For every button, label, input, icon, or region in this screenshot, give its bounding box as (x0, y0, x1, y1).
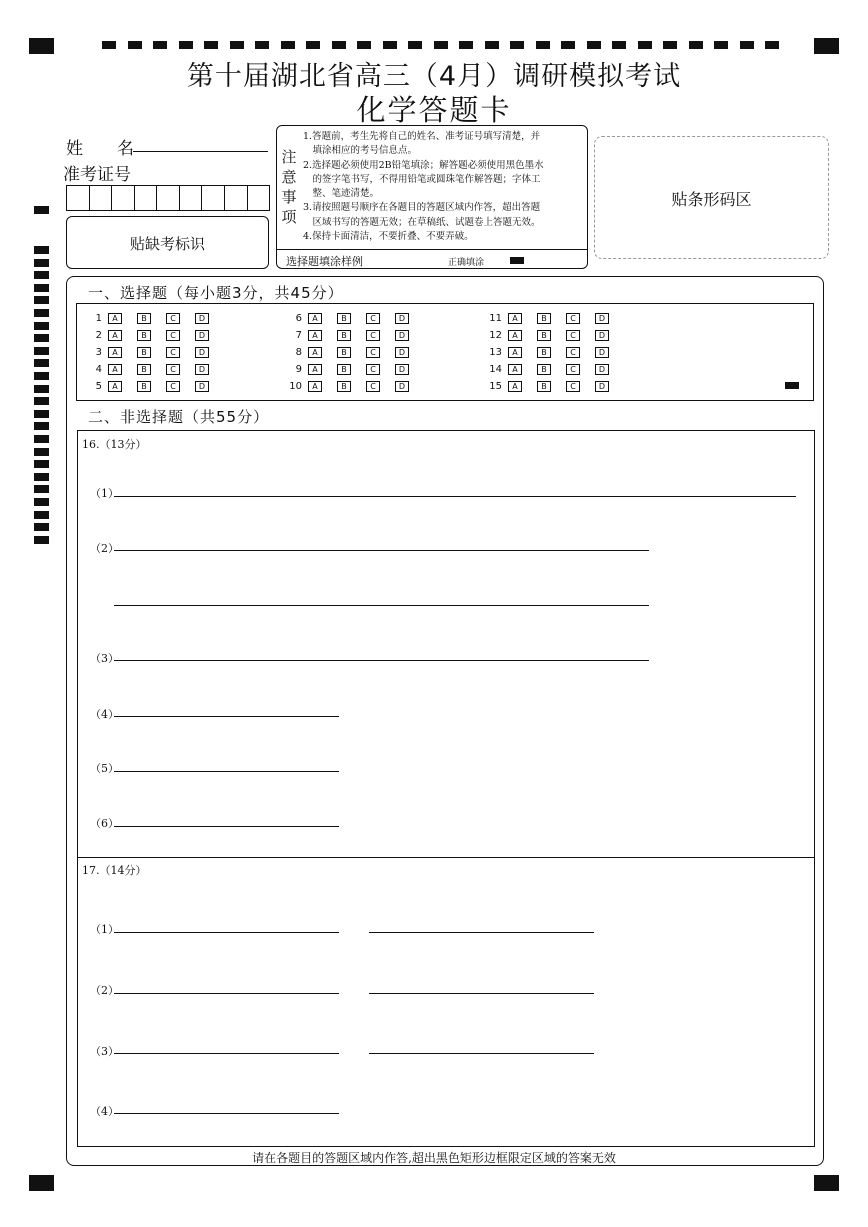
timing-mark (34, 422, 49, 430)
mc-option-d[interactable]: D (395, 330, 409, 341)
question-16-box (77, 430, 815, 858)
mc-option-c[interactable]: C (166, 313, 180, 324)
mc-question-number: 3 (95, 346, 102, 358)
mc-option-a[interactable]: A (508, 313, 522, 324)
q16-part-1-answer-line[interactable] (114, 496, 796, 497)
timing-mark (34, 347, 49, 355)
timing-mark (153, 41, 167, 49)
notice-title: 注意事项 (281, 148, 297, 226)
notice-line: 区域书写的答题无效；在草稿纸、试题卷上答题无效。 (303, 216, 541, 228)
mc-option-d[interactable]: D (195, 330, 209, 341)
mc-option-a[interactable]: A (108, 364, 122, 375)
question-17-label: 17.（14分） (82, 864, 147, 877)
mc-option-c[interactable]: C (366, 347, 380, 358)
mc-question-number: 15 (489, 380, 502, 392)
mc-option-d[interactable]: D (195, 313, 209, 324)
timing-mark (128, 41, 142, 49)
mc-option-d[interactable]: D (595, 347, 609, 358)
footer-note: 请在各题目的答题区域内作答,超出黑色矩形边框限定区域的答案无效 (252, 1151, 616, 1165)
timing-mark (34, 372, 49, 380)
mc-option-c[interactable]: C (566, 364, 580, 375)
mc-option-b[interactable]: B (337, 381, 351, 392)
mc-option-a[interactable]: A (308, 347, 322, 358)
question-17-box (77, 856, 815, 1147)
timing-mark (34, 523, 49, 531)
q17-part-4-label: （4） (90, 1105, 119, 1118)
exam-title: 第十届湖北省高三（4月）调研模拟考试 (186, 61, 682, 92)
timing-mark (34, 473, 49, 481)
q16-part-3-answer-line[interactable] (114, 660, 649, 661)
timing-mark (34, 206, 49, 214)
mc-option-b[interactable]: B (537, 330, 551, 341)
mc-option-b[interactable]: B (137, 347, 151, 358)
timing-mark (179, 41, 193, 49)
mc-option-d[interactable]: D (595, 364, 609, 375)
mc-question-row (82, 312, 224, 324)
q16-part-5-answer-line[interactable] (114, 771, 339, 772)
notice-divider (277, 249, 587, 250)
q16-part-5-label: （5） (90, 762, 119, 775)
exam-id-cell[interactable] (135, 186, 158, 210)
q16-part-2-answer-line[interactable] (114, 550, 649, 551)
mc-option-b[interactable]: B (337, 364, 351, 375)
mc-option-a[interactable]: A (108, 330, 122, 341)
timing-mark (34, 334, 49, 342)
mc-question-number: 5 (95, 380, 102, 392)
exam-id-cell[interactable] (202, 186, 225, 210)
mc-question-row (482, 312, 624, 324)
mc-option-a[interactable]: A (508, 381, 522, 392)
q17-part-1-answer-line[interactable] (114, 932, 339, 933)
q17-part-2-answer-line-2[interactable] (369, 993, 594, 994)
mc-question-row (82, 346, 224, 358)
notice-line: 整、笔迹清楚。 (303, 188, 380, 200)
exam-id-cell[interactable] (157, 186, 180, 210)
corner-marker-bottom-right (814, 1175, 839, 1191)
timing-mark (34, 246, 49, 254)
corner-marker-top-left (29, 38, 54, 54)
section-1-heading: 一、选择题（每小题3分，共45分） (88, 284, 344, 302)
correct-fill-sample (510, 257, 524, 264)
timing-mark (34, 359, 49, 367)
timing-mark (714, 41, 728, 49)
mc-option-a[interactable]: A (108, 381, 122, 392)
fill-sample-label: 选择题填涂样例 (286, 255, 363, 268)
timing-mark (34, 322, 49, 330)
mc-question-number: 12 (489, 329, 502, 341)
notice-line: 4.保持卡面清洁，不要折叠、不要弄破。 (303, 231, 474, 243)
question-16-label: 16.（13分） (82, 438, 147, 451)
mc-option-d[interactable]: D (395, 364, 409, 375)
mc-option-c[interactable]: C (566, 313, 580, 324)
exam-id-grid[interactable] (66, 185, 270, 211)
exam-id-cell[interactable] (90, 186, 113, 210)
mc-question-row (282, 380, 424, 392)
timing-mark (255, 41, 269, 49)
mc-question-row (482, 380, 624, 392)
answer-sheet-title: 化学答题卡 (356, 93, 512, 127)
name-field[interactable] (133, 151, 268, 152)
absent-sticker-area (66, 216, 269, 269)
absent-sticker-label: 贴缺考标识 (129, 235, 205, 253)
timing-mark (34, 385, 49, 393)
mc-option-b[interactable]: B (337, 330, 351, 341)
timing-mark (34, 309, 49, 317)
timing-mark (34, 511, 49, 519)
timing-mark (561, 41, 575, 49)
mc-question-number: 10 (289, 380, 302, 392)
timing-mark (34, 460, 49, 468)
q16-part-2-label: （2） (90, 542, 119, 555)
q16-part-2-answer-line-2[interactable] (114, 605, 649, 606)
exam-id-cell[interactable] (225, 186, 248, 210)
timing-mark (34, 498, 49, 506)
mc-question-row (282, 363, 424, 375)
barcode-label: 贴条形码区 (671, 190, 752, 209)
mc-option-d[interactable]: D (195, 364, 209, 375)
notice-line: 3.请按照题号顺序在各题目的答题区域内作答，超出答题 (303, 202, 541, 214)
q17-part-1-answer-line-2[interactable] (369, 932, 594, 933)
timing-mark (536, 41, 550, 49)
timing-mark (102, 41, 116, 49)
timing-mark (34, 536, 49, 544)
mc-question-number: 2 (95, 329, 102, 341)
barcode-area (594, 136, 829, 259)
timing-mark (612, 41, 626, 49)
mc-question-row (482, 346, 624, 358)
timing-mark (587, 41, 601, 49)
mc-question-number: 13 (489, 346, 502, 358)
timing-mark (332, 41, 346, 49)
mc-option-c[interactable]: C (166, 364, 180, 375)
mc-option-c[interactable]: C (366, 313, 380, 324)
exam-id-cell[interactable] (112, 186, 135, 210)
corner-marker-bottom-left (29, 1175, 54, 1191)
mc-option-a[interactable]: A (508, 364, 522, 375)
timing-mark (34, 448, 49, 456)
mc-option-c[interactable]: C (166, 381, 180, 392)
mc-option-a[interactable]: A (108, 347, 122, 358)
mc-option-a[interactable]: A (308, 313, 322, 324)
timing-mark (34, 271, 49, 279)
mc-option-b[interactable]: B (337, 313, 351, 324)
notice-line: 的签字笔书写，不得用铅笔或圆珠笔作解答题；字体工 (303, 173, 541, 185)
mc-option-a[interactable]: A (308, 364, 322, 375)
timing-mark (408, 41, 422, 49)
mc-option-a[interactable]: A (508, 330, 522, 341)
mc-question-row (482, 363, 624, 375)
notice-text (303, 130, 583, 244)
mc-option-b[interactable]: B (537, 364, 551, 375)
mc-option-d[interactable]: D (595, 313, 609, 324)
timing-mark (34, 259, 49, 267)
q17-part-3-answer-line[interactable] (114, 1053, 339, 1054)
mc-option-b[interactable]: B (537, 347, 551, 358)
mc-question-number: 4 (95, 363, 102, 375)
mc-option-d[interactable]: D (395, 313, 409, 324)
q16-part-1-label: （1） (90, 487, 119, 500)
timing-mark (383, 41, 397, 49)
mc-option-a[interactable]: A (508, 347, 522, 358)
section-2-heading: 二、非选择题（共55分） (88, 408, 270, 426)
mc-option-d[interactable]: D (595, 330, 609, 341)
mc-question-row (82, 363, 224, 375)
mc-option-c[interactable]: C (366, 330, 380, 341)
exam-id-label: 准考证号 (63, 165, 131, 185)
mc-option-d[interactable]: D (395, 381, 409, 392)
correct-fill-label: 正确填涂 (448, 258, 485, 268)
mc-question-row (282, 329, 424, 341)
name-label: 姓 名 (66, 139, 134, 159)
mc-option-a[interactable]: A (308, 381, 322, 392)
q16-part-3-label: （3） (90, 652, 119, 665)
mc-option-c[interactable]: C (366, 364, 380, 375)
timing-mark (34, 284, 49, 292)
timing-mark (34, 397, 49, 405)
mc-option-b[interactable]: B (337, 347, 351, 358)
timing-mark (689, 41, 703, 49)
mc-question-number: 14 (489, 363, 502, 375)
notice-line: 填涂相应的考号信息点。 (303, 145, 418, 157)
mc-question-row (82, 380, 224, 392)
timing-mark (638, 41, 652, 49)
timing-mark (485, 41, 499, 49)
mc-option-b[interactable]: B (137, 381, 151, 392)
mc-option-d[interactable]: D (595, 381, 609, 392)
mc-question-number: 6 (295, 312, 302, 324)
q17-part-2-answer-line[interactable] (114, 993, 339, 994)
q17-part-4-answer-line[interactable] (114, 1113, 339, 1114)
mc-option-c[interactable]: C (166, 347, 180, 358)
q16-part-4-label: （4） (90, 708, 119, 721)
mc-question-number: 9 (295, 363, 302, 375)
mc-question-row (482, 329, 624, 341)
q17-part-2-label: （2） (90, 984, 119, 997)
notice-line: 1.答题前，考生先将自己的姓名、准考证号填写清楚，并 (303, 131, 541, 142)
q17-part-1-label: （1） (90, 923, 119, 936)
mc-option-d[interactable]: D (195, 381, 209, 392)
timing-mark (204, 41, 218, 49)
mc-option-c[interactable]: C (366, 381, 380, 392)
timing-mark (510, 41, 524, 49)
mc-question-row (282, 312, 424, 324)
timing-mark (281, 41, 295, 49)
q17-part-3-answer-line-2[interactable] (369, 1053, 594, 1054)
mc-option-d[interactable]: D (395, 347, 409, 358)
mc-option-b[interactable]: B (137, 313, 151, 324)
exam-id-cell[interactable] (248, 186, 270, 210)
q16-part-6-answer-line[interactable] (114, 826, 339, 827)
notice-line: 2.选择题必须使用2B铅笔填涂；解答题必须使用黑色墨水 (303, 159, 544, 171)
timing-mark (230, 41, 244, 49)
timing-mark (34, 435, 49, 443)
timing-mark (434, 41, 448, 49)
exam-id-cell[interactable] (67, 186, 90, 210)
mc-question-number: 7 (295, 329, 302, 341)
timing-mark (34, 296, 49, 304)
corner-marker-top-right (814, 38, 839, 54)
timing-mark (34, 485, 49, 493)
timing-mark (740, 41, 754, 49)
timing-mark (34, 410, 49, 418)
q16-part-4-answer-line[interactable] (114, 716, 339, 717)
mc-option-c[interactable]: C (566, 330, 580, 341)
mc-end-marker (785, 382, 799, 389)
mc-question-number: 8 (295, 346, 302, 358)
exam-id-cell[interactable] (180, 186, 203, 210)
mc-option-c[interactable]: C (566, 347, 580, 358)
timing-mark (459, 41, 473, 49)
mc-option-a[interactable]: A (108, 313, 122, 324)
timing-mark (663, 41, 677, 49)
timing-mark (306, 41, 320, 49)
mc-option-b[interactable]: B (537, 381, 551, 392)
timing-mark (357, 41, 371, 49)
mc-option-c[interactable]: C (166, 330, 180, 341)
mc-option-b[interactable]: B (137, 330, 151, 341)
timing-mark (765, 41, 779, 49)
mc-option-d[interactable]: D (195, 347, 209, 358)
mc-question-row (82, 329, 224, 341)
mc-option-b[interactable]: B (137, 364, 151, 375)
q17-part-3-label: （3） (90, 1045, 119, 1058)
mc-question-number: 11 (489, 312, 502, 324)
mc-option-b[interactable]: B (537, 313, 551, 324)
q16-part-6-label: （6） (90, 817, 119, 830)
mc-option-c[interactable]: C (566, 381, 580, 392)
mc-option-a[interactable]: A (308, 330, 322, 341)
mc-question-number: 1 (95, 312, 102, 324)
mc-question-row (282, 346, 424, 358)
